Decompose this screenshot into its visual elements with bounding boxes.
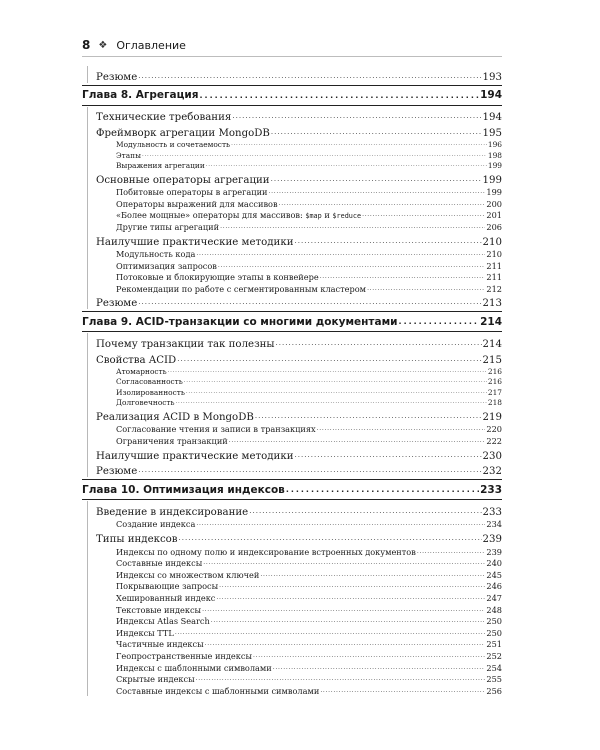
dot-leader (175, 628, 486, 638)
ornament-icon: ❖ (98, 39, 108, 51)
toc-page-number: 248 (486, 604, 502, 615)
toc-entry-title: Глава 10. Оптимизация индексов (82, 483, 285, 496)
toc-entry-title: Изолированность (116, 387, 185, 397)
toc-page-number: 239 (486, 546, 502, 557)
toc-page-number: 199 (486, 187, 502, 198)
toc-entry (82, 626, 502, 638)
dot-leader (286, 482, 479, 497)
dot-leader (271, 126, 482, 139)
toc-entry (82, 220, 502, 232)
dot-leader (320, 272, 486, 282)
dot-leader (399, 314, 480, 329)
toc-entry (82, 350, 502, 366)
toc-entry (82, 684, 502, 696)
toc-entry-title: Рекомендации по работе с сегментированным кластером (116, 283, 367, 294)
toc-page-number: 222 (486, 436, 502, 447)
dot-leader (268, 187, 485, 197)
toc-entry (82, 615, 502, 627)
toc-entry-title: Покрывающие запросы (116, 581, 219, 592)
toc-entry-title: Индексы TTL (116, 627, 174, 638)
table-of-contents (82, 67, 502, 696)
toc-entry-title: Согласованность (116, 377, 183, 387)
toc-entry (82, 282, 502, 294)
toc-entry-title: Наилучшие практические методики (96, 450, 294, 462)
toc-entry-title: Составные индексы с шаблонными символами (116, 685, 320, 696)
toc-page-number: 211 (486, 272, 502, 283)
toc-page-number: 215 (482, 354, 502, 366)
dot-leader (176, 398, 487, 407)
toc-entry (82, 649, 502, 661)
dot-leader (138, 464, 481, 477)
toc-entry-title: Индексы с шаблонными символами (116, 662, 272, 673)
toc-page-number: 255 (486, 674, 502, 685)
toc-entry (82, 423, 502, 435)
toc-entry (82, 434, 502, 446)
toc-page-number: 206 (486, 221, 502, 232)
running-header-title: Оглавление (116, 38, 186, 52)
toc-entry-title: Индексы Atlas Search (116, 616, 210, 627)
toc-entry-title: Основные операторы агрегации (96, 174, 270, 186)
toc-page-number: 220 (486, 424, 502, 435)
dot-leader (142, 151, 487, 160)
toc-page-number: 214 (480, 315, 502, 328)
dot-leader (203, 558, 485, 568)
toc-entry (82, 603, 502, 615)
toc-entry-title: Потоковые и блокирующие этапы в конвейере (116, 272, 319, 283)
toc-entry-title: Резюме (96, 466, 138, 478)
toc-entry (82, 232, 502, 248)
toc-entry-title: Свойства ACID (96, 354, 177, 366)
dot-leader (138, 296, 481, 309)
toc-entry (82, 545, 502, 557)
toc-entry-title: Резюме (96, 298, 138, 310)
toc-entry (82, 529, 502, 545)
toc-page-number: 216 (487, 367, 502, 377)
header-rule (82, 56, 502, 57)
toc-entry-title: Модульность и сочетаемость (116, 140, 231, 150)
toc-entry (82, 139, 502, 149)
toc-entry (82, 557, 502, 569)
dot-leader (177, 353, 481, 366)
toc-entry (82, 397, 502, 407)
toc-entry-title: Текстовые индексы (116, 604, 202, 615)
dot-leader (232, 110, 481, 123)
toc-entry (82, 407, 502, 423)
dot-leader (211, 616, 486, 626)
toc-entry-title: Создание индекса (116, 519, 196, 530)
running-header (82, 37, 502, 53)
toc-entry-title: Введение в индексирование (96, 506, 249, 518)
toc-entry (82, 673, 502, 685)
toc-entry-title: Почему транзакции так полезны (96, 339, 275, 351)
toc-entry-title: Модульность кода (116, 249, 196, 260)
toc-entry-title: Согласование чтения и записи в транзакциях (116, 424, 316, 435)
toc-entry-title: Этапы (116, 150, 141, 160)
toc-page-number: 234 (486, 519, 502, 530)
toc-title-part: $reduce (332, 212, 362, 221)
toc-page-number: 252 (486, 650, 502, 661)
dot-leader (216, 593, 485, 603)
toc-entry (82, 568, 502, 580)
toc-chapter-entry (82, 85, 502, 106)
toc-entry (82, 294, 502, 310)
toc-entry (82, 446, 502, 462)
toc-entry (82, 108, 502, 124)
toc-page-number: 254 (486, 662, 502, 673)
dot-leader (196, 249, 485, 259)
toc-entry-title: Фреймворк агрегации MongoDB (96, 127, 270, 139)
toc-entry-title: Составные индексы (116, 558, 203, 569)
toc-entry (82, 502, 502, 518)
toc-entry-title: Частичные индексы (116, 639, 204, 650)
toc-entry-title: Другие типы агрегаций (116, 221, 220, 232)
toc-page-number: 232 (482, 466, 502, 478)
dot-leader (218, 261, 485, 271)
toc-entry (82, 123, 502, 139)
dot-leader (200, 88, 480, 103)
toc-entry-title: Индексы по одному полю и индексирование встроенных документов (116, 546, 416, 557)
toc-page-number: 218 (487, 398, 502, 408)
toc-page-number: 251 (486, 639, 502, 650)
toc-entry-title: Атомарность (116, 367, 167, 377)
dot-leader (220, 222, 485, 232)
toc-entry-title: Скрытые индексы (116, 674, 195, 685)
dot-leader (179, 532, 482, 545)
toc-page-number: 247 (486, 592, 502, 603)
dot-leader (168, 367, 487, 376)
dot-leader (279, 199, 486, 209)
toc-page-number: 194 (482, 112, 502, 124)
toc-page-number: 196 (487, 140, 502, 150)
toc-page-number: 245 (486, 569, 502, 580)
toc-entry-title: Выражения агрегации (116, 160, 205, 170)
dot-leader (271, 173, 482, 186)
toc-page-number: 200 (486, 198, 502, 209)
toc-page-number: 256 (486, 685, 502, 696)
toc-page-number: 211 (486, 260, 502, 271)
toc-entry-title: Глава 8. Агрегация (82, 89, 199, 102)
dot-leader (295, 235, 482, 248)
toc-entry-title: Индексы со множеством ключей (116, 569, 260, 580)
toc-entry (82, 149, 502, 159)
dot-leader (196, 519, 485, 529)
dot-leader (317, 424, 486, 434)
dot-leader (367, 284, 485, 294)
toc-entry (82, 366, 502, 376)
toc-entry-title: Технические требования (96, 112, 232, 124)
toc-entry (82, 462, 502, 478)
dot-leader (320, 686, 485, 696)
toc-page-number: 239 (482, 533, 502, 545)
dot-leader (417, 547, 486, 557)
toc-entry-title: Резюме (96, 71, 138, 83)
toc-page-number: 198 (487, 150, 502, 160)
dot-leader (255, 410, 482, 423)
toc-entry-title: Геопространственные индексы (116, 650, 252, 661)
toc-entry (82, 209, 502, 221)
toc-page-number: 213 (482, 298, 502, 310)
toc-page-number: 250 (486, 616, 502, 627)
toc-entry (82, 518, 502, 530)
dot-leader (202, 605, 485, 615)
toc-entry-title: Операторы выражений для массивов (116, 198, 278, 209)
toc-entry (82, 661, 502, 673)
toc-entry-title (116, 210, 361, 220)
toc-page-number: 210 (482, 236, 502, 248)
toc-page-number: 199 (487, 160, 502, 170)
toc-page-number: 216 (487, 377, 502, 387)
toc-entry-title: Хешированный индекс (116, 592, 216, 603)
dot-leader (229, 436, 486, 446)
toc-entry (82, 160, 502, 170)
dot-leader (362, 210, 485, 220)
toc-page-number: 230 (482, 450, 502, 462)
toc-entry (82, 248, 502, 260)
dot-leader (231, 140, 487, 149)
toc-entry (82, 591, 502, 603)
toc-entry (82, 259, 502, 271)
toc-entry (82, 67, 502, 83)
dot-leader (196, 674, 486, 684)
toc-entry (82, 271, 502, 283)
toc-page-number: 240 (486, 558, 502, 569)
toc-entry-title: Наилучшие практические методики (96, 236, 294, 248)
toc-page-number: 193 (482, 71, 502, 83)
toc-entry (82, 170, 502, 186)
toc-page-number: 212 (486, 283, 502, 294)
toc-page-number: 219 (482, 411, 502, 423)
dot-leader (186, 388, 487, 397)
toc-entry-title: Оптимизация запросов (116, 260, 217, 271)
toc-page-number: 250 (486, 627, 502, 638)
dot-leader (276, 337, 482, 350)
dot-leader (260, 570, 485, 580)
toc-page-number: 199 (482, 174, 502, 186)
dot-leader (206, 161, 487, 170)
toc-page-number: 233 (482, 506, 502, 518)
dot-leader (249, 505, 481, 518)
dot-leader (273, 663, 486, 673)
dot-leader (219, 581, 485, 591)
dot-leader (253, 651, 485, 661)
toc-page-number: 201 (486, 210, 502, 221)
toc-entry (82, 386, 502, 396)
toc-title-part: «Более мощные» операторы для массивов: (116, 210, 306, 221)
toc-entry (82, 334, 502, 350)
toc-page-number: 217 (487, 387, 502, 397)
toc-entry (82, 638, 502, 650)
toc-page-number: 214 (482, 339, 502, 351)
toc-title-part: $map (305, 212, 322, 221)
toc-page-number: 246 (486, 581, 502, 592)
toc-entry-title: Побитовые операторы в агрегации (116, 187, 268, 198)
toc-page-number: 210 (486, 249, 502, 260)
page-number: 8 (82, 38, 91, 52)
toc-entry (82, 186, 502, 198)
toc-page-number: 194 (480, 89, 502, 102)
toc-chapter-entry (82, 479, 502, 500)
toc-entry-title: Глава 9. ACID-транзакции со многими документами (82, 315, 398, 328)
toc-entry-title: Реализация ACID в MongoDB (96, 411, 254, 423)
toc-entry-title: Долговечность (116, 398, 175, 408)
toc-title-part: и (321, 210, 333, 221)
dot-leader (295, 449, 482, 462)
toc-entry-title: Ограничения транзакций (116, 436, 228, 447)
toc-chapter-entry (82, 311, 502, 332)
dot-leader (138, 70, 481, 83)
toc-entry (82, 580, 502, 592)
toc-page-number: 233 (480, 483, 502, 496)
toc-entry-title: Типы индексов (96, 533, 178, 545)
dot-leader (205, 639, 486, 649)
toc-entry (82, 197, 502, 209)
dot-leader (184, 377, 487, 386)
toc-entry (82, 376, 502, 386)
toc-page-number: 195 (482, 127, 502, 139)
